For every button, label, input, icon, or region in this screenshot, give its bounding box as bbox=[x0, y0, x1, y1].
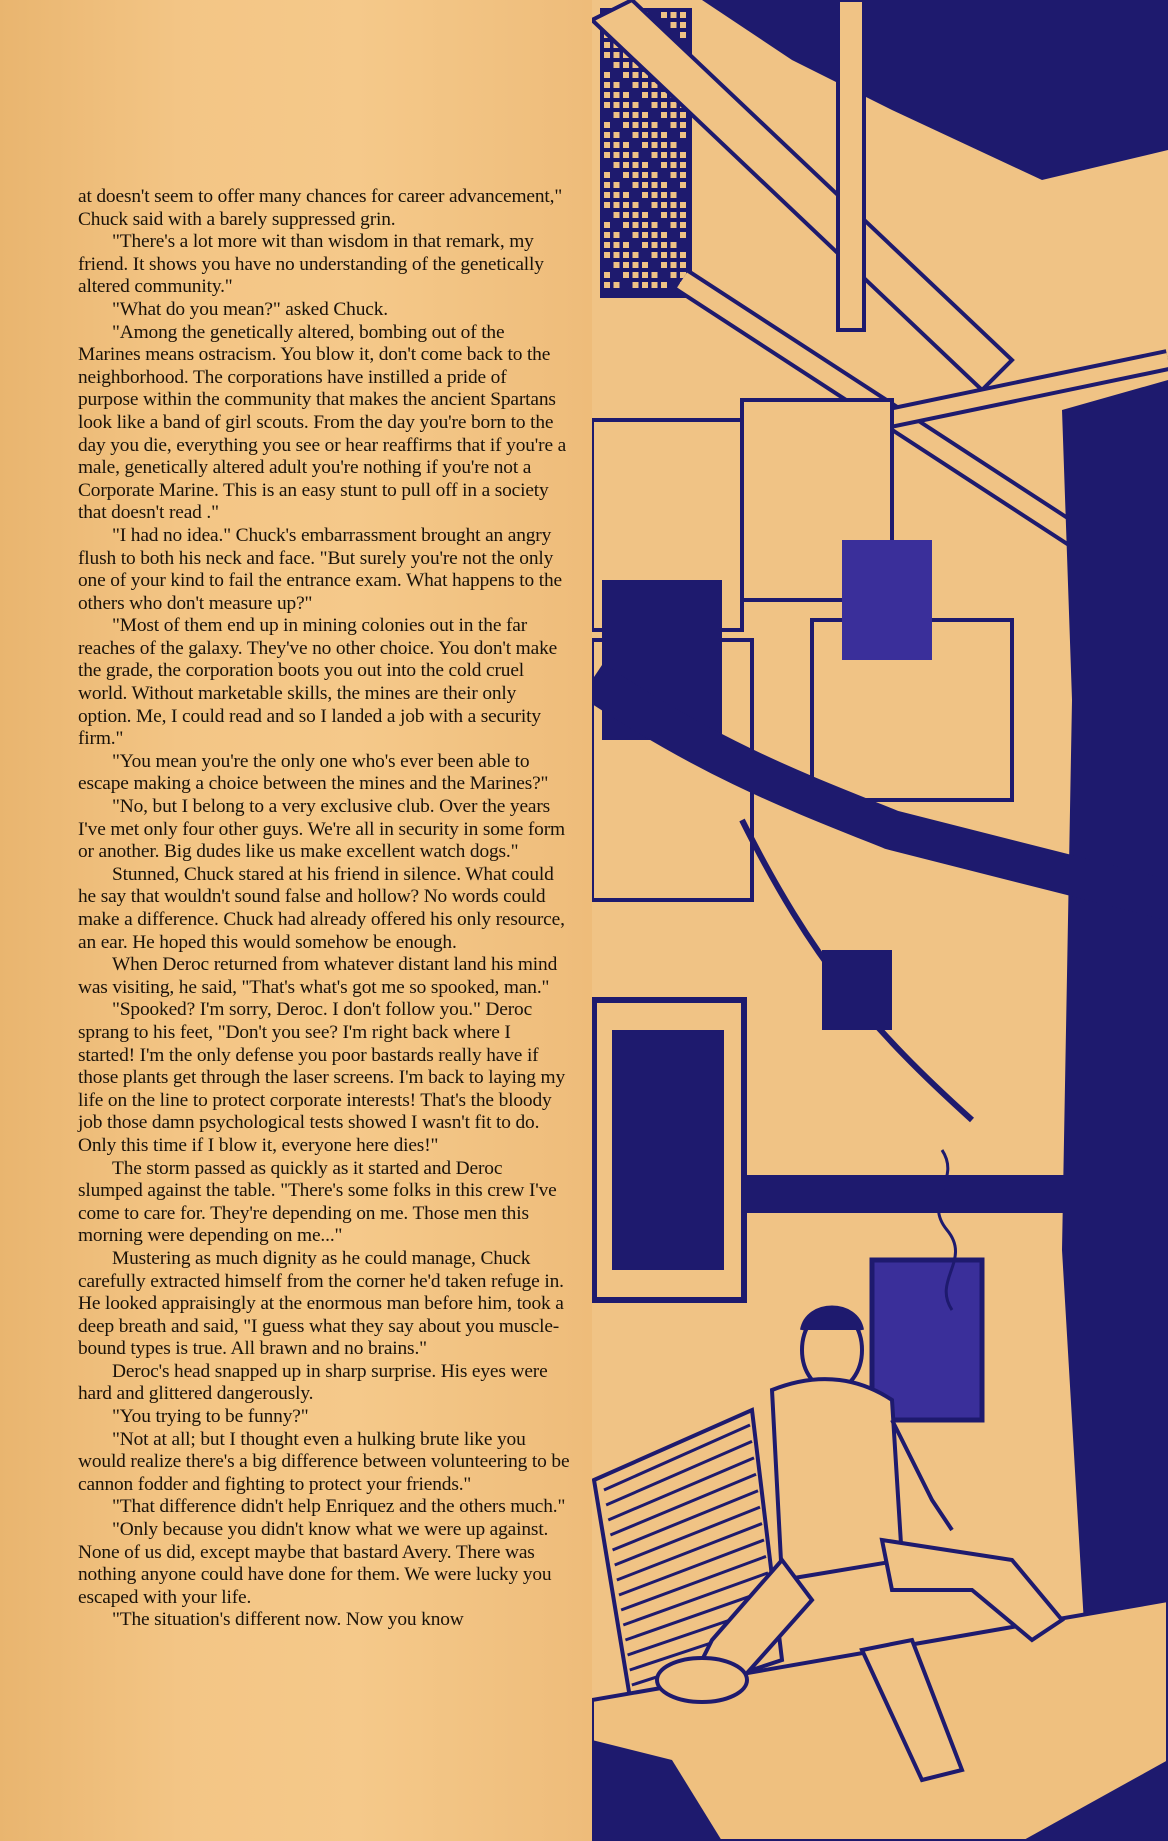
paragraph: "Not at all; but I thought even a hulking brute like you would realize there's a big difference between volunteering to be cannon fodder and fighting to protect your friends." bbox=[78, 1428, 570, 1495]
paragraph: "You mean you're the only one who's ever been able to escape making a choice between the mines and the Marines?" bbox=[78, 750, 549, 795]
window-frame bbox=[594, 1000, 744, 1300]
illustration-panel bbox=[592, 0, 1168, 1841]
paragraph: Stunned, Chuck stared at his friend in silence. What could he say that wouldn't sound false and hollow? No words could make a difference. Chuck had already offered his only resource, an ear. He hoped this would somehow be enough. bbox=[78, 863, 565, 953]
paragraph: "That difference didn't help Enriquez and the others much." bbox=[112, 1496, 566, 1518]
vertical-pipe bbox=[838, 0, 864, 330]
paragraph: Deroc's head snapped up in sharp surprise. His eyes were hard and glittered dangerously. bbox=[78, 1360, 548, 1405]
paragraph: "You trying to be funny?" bbox=[112, 1406, 309, 1428]
paragraph: Mustering as much dignity as he could manage, Chuck carefully extracted himself from the corner he'd taken refuge in. He looked appraisingly at the enormous man before him, took a deep breath and said, "I guess what they say about you muscle-bound types is true. All brawn and no brains." bbox=[78, 1247, 564, 1360]
paragraph: "Only because you didn't know what we were up against. None of us did, except maybe that bastard Avery. There was nothing anyone could have done for them. We were lucky you escaped with your life. bbox=[78, 1519, 552, 1608]
paragraph: at doesn't seem to offer many chances for career advancement," Chuck said with a barely suppressed grin. bbox=[78, 186, 563, 230]
paragraph: When Deroc returned from whatever distant land his mind was visiting, he said, "That's what's got me so spooked, man." bbox=[78, 954, 558, 998]
story-text bbox=[78, 186, 570, 1632]
corridor-illustration bbox=[592, 0, 1168, 1841]
paragraph: "Among the genetically altered, bombing out of the Marines means ostracism. You blow it, don't come back to the neighborhood. The corporations have instilled a pride of purpose within the community that makes the ancient Spartans look like a band of girl scouts. From the day you're born to the day you die, everything you see or hear reaffirms that if you're a male, genetically altered adult you're nothing if you're not a Corporate Marine. This is an easy stunt to pull off in a society that doesn't read ." bbox=[78, 321, 567, 524]
paragraph: "I had no idea." Chuck's embarrassment brought an angry flush to both his neck and face. "But surely you're not the only one of your kind to fail the entrance exam. What happens to the others who don't measure up?" bbox=[78, 524, 562, 614]
paragraph: "Spooked? I'm sorry, Deroc. I don't follow you." Deroc sprang to his feet, "Don't you see? I'm right back where I started! I'm the only defense you poor bastards really have if those plants get through the laser screens. I'm back to laying my life on the line to protect corporate interests! That's the bloody job those damn psychological tests showed I wasn't fit to do. Only this time if I blow it, everyone here dies!" bbox=[78, 999, 566, 1156]
paragraph: The storm passed as quickly as it started and Deroc slumped against the table. "There's some folks in this crew I've come to care for. They're depending on me. Those men this morning were depending on me..." bbox=[78, 1157, 557, 1247]
paragraph: "There's a lot more wit than wisdom in that remark, my friend. It shows you have no understanding of the genetically altered community." bbox=[78, 231, 544, 298]
paragraph: "No, but I belong to a very exclusive club. Over the years I've met only four other guys. We're all in security in some form or another. Big dudes like us make excellent watch dogs." bbox=[78, 796, 565, 863]
paragraph: "Most of them end up in mining colonies out in the far reaches of the galaxy. They've no other choice. You don't make the grade, the corporation boots you out into the cold cruel world. Without marketable skills, the mines are their only option. Me, I could read and so I landed a job with a security firm." bbox=[78, 615, 558, 750]
wall-hatch bbox=[822, 950, 892, 1030]
pillow bbox=[657, 1658, 747, 1702]
paragraph: "What do you mean?" asked Chuck. bbox=[112, 298, 388, 320]
paragraph: "The situation's different now. Now you know bbox=[112, 1609, 464, 1631]
striped-panel bbox=[842, 540, 932, 660]
